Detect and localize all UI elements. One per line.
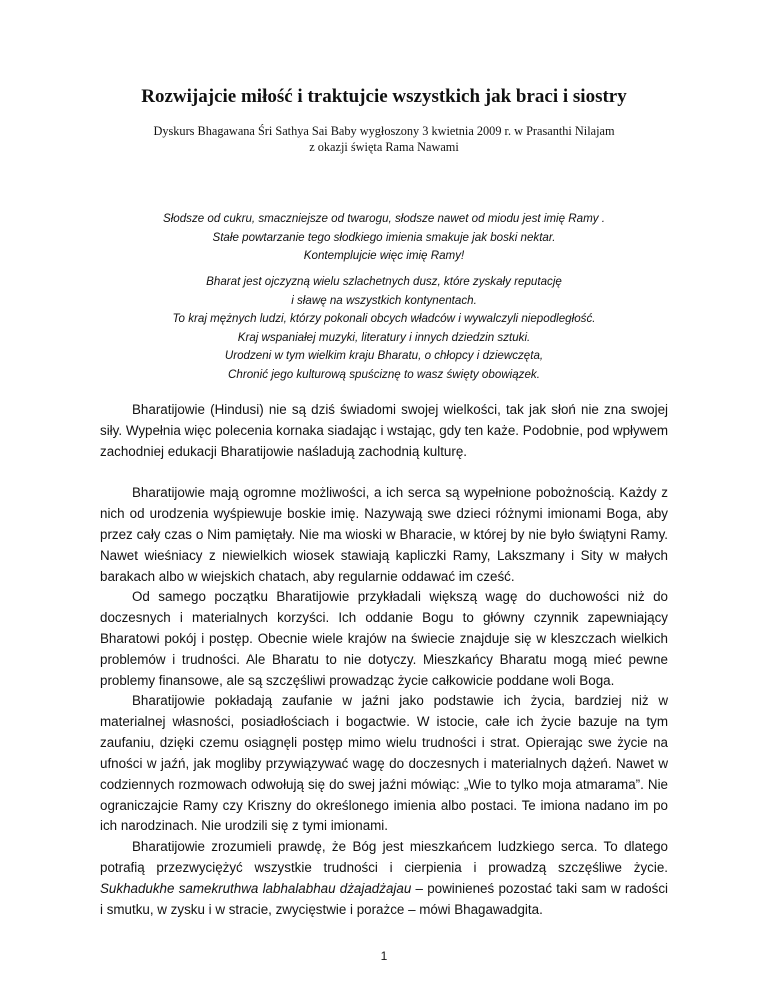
poem-line: Kraj wspaniałej muzyki, literatury i innych dziedzin sztuki. xyxy=(237,330,531,344)
paragraph-intro: Bharatijowie zrozumieli prawdę, że Bóg jest mieszkańcem ludzkiego serca. To dlatego potrafią przezwyciężyć wszystkie trudności i cierpienia i prowadzą szczęśliwe życie. xyxy=(100,839,668,875)
document-subtitle xyxy=(0,123,768,155)
body-paragraph-3: Od samego początku Bharatijowie przykładali większą wagę do duchowości niż do doczesnych i materialnych korzyści. Ich oddanie Bogu to główny czynnik zapewniający Bharatowi pokój i postęp. Obecnie wiele krajów na świecie znajduje się w kleszczach wielkich problemów i trudności. Ale Bharatu to nie dotyczy. Mieszkańcy Bharatu mogą mieć pewne problemy finansowe, ale są szczęśliwi prowadząc życie całkowicie poddane woli Boga. xyxy=(100,589,668,688)
body-paragraph-5 xyxy=(100,837,668,921)
paragraph-rest: – powinieneś pozostać taki sam w radości i smutku, w zysku i w stracie, zwycięstwie i porażce – mówi Bhagawadgita. xyxy=(100,880,668,917)
document-title: Rozwijajcie miłość i traktujcie wszystkich jak braci i siostry xyxy=(141,86,627,107)
poem-line: i sławę na wszystkich kontynentach. xyxy=(291,293,477,307)
poem-line: Chronić jego kulturową spuściznę to wasz święty obowiązek. xyxy=(228,367,540,381)
sanskrit-quote: Sukhadukhe samekruthwa labhalabhau dżajadżajau xyxy=(100,880,412,896)
poem-line: Bharat jest ojczyzną wielu szlachetnych dusz, które zyskały reputację xyxy=(206,275,562,288)
poem-stanza-2 xyxy=(0,273,768,384)
body-paragraph-2: Bharatijowie mają ogromne możliwości, a ich serca są wypełnione pobożnością. Każdy z nich od urodzenia wyśpiewuje boskie imię. Nazywają swe dzieci różnymi imionami Boga, aby przez cały czas o Nim pamiętały. Nie ma wioski w Bharacie, w której by nie było świątyni Ramy. Nawet wieśniacy z niewielkich wiosek stawiają kapliczki Ramy, Lakszmany i Sity w małych barakach albo w wiejskich chatach, aby regularnie oddawać im cześć. xyxy=(100,485,668,584)
poem-stanza-1 xyxy=(0,210,768,266)
subtitle-line: Dyskurs Bhagawana Śri Sathya Sai Baby wygłoszony 3 kwietnia 2009 r. w Prasanthi Nilajam xyxy=(153,124,615,138)
poem-line: Stałe powtarzanie tego słodkiego imienia smakuje jak boski nektar. xyxy=(212,230,556,244)
subtitle-line: z okazji święta Rama Nawami xyxy=(309,140,459,154)
poem-line: To kraj mężnych ludzi, którzy pokonali obcych władców i wywalczyli niepodległość. xyxy=(172,312,596,325)
body-paragraph-1: Bharatijowie (Hindusi) nie są dziś świadomi swojej wielkości, tak jak słoń nie zna swojej siły. Wypełnia więc polecenia kornaka siadając i wstając, gdy ten każe. Podobnie, pod wpływem zachodniej edukacji Bharatijowie naśladują zachodnią kulturę. xyxy=(100,402,668,459)
poem-line: Urodzeni w tym wielkim kraju Bharatu, o chłopcy i dziewczęta, xyxy=(224,349,544,362)
poem-line: Kontemplujcie więc imię Ramy! xyxy=(303,249,465,262)
page-number: 1 xyxy=(380,949,388,963)
body-paragraph-4: Bharatijowie pokładają zaufanie w jaźni jako podstawie ich życia, bardziej niż w materialnej własności, posiadłościach i bogactwie. W istocie, całe ich życie bazuje na tym zaufaniu, dzięki czemu osiągnęli postęp mimo wielu trudności i strat. Opierając swe życie na ufności w jaźń, jak mogliby przywiązywać wagę do doczesnych i materialnych dążeń. Nawet w codziennych rozmowach odwołują się do swej jaźni mówiąc: „Wie to tylko moja atmarama”. Nie ograniczajcie Ramy czy Kriszny do określonego imienia albo postaci. Te imiona nadano im po ich narodzinach. Nie urodzili się z tymi imionami. xyxy=(100,693,668,834)
poem-line: Słodsze od cukru, smaczniejsze od twarogu, słodsze nawet od miodu jest imię Ramy . xyxy=(162,212,606,225)
